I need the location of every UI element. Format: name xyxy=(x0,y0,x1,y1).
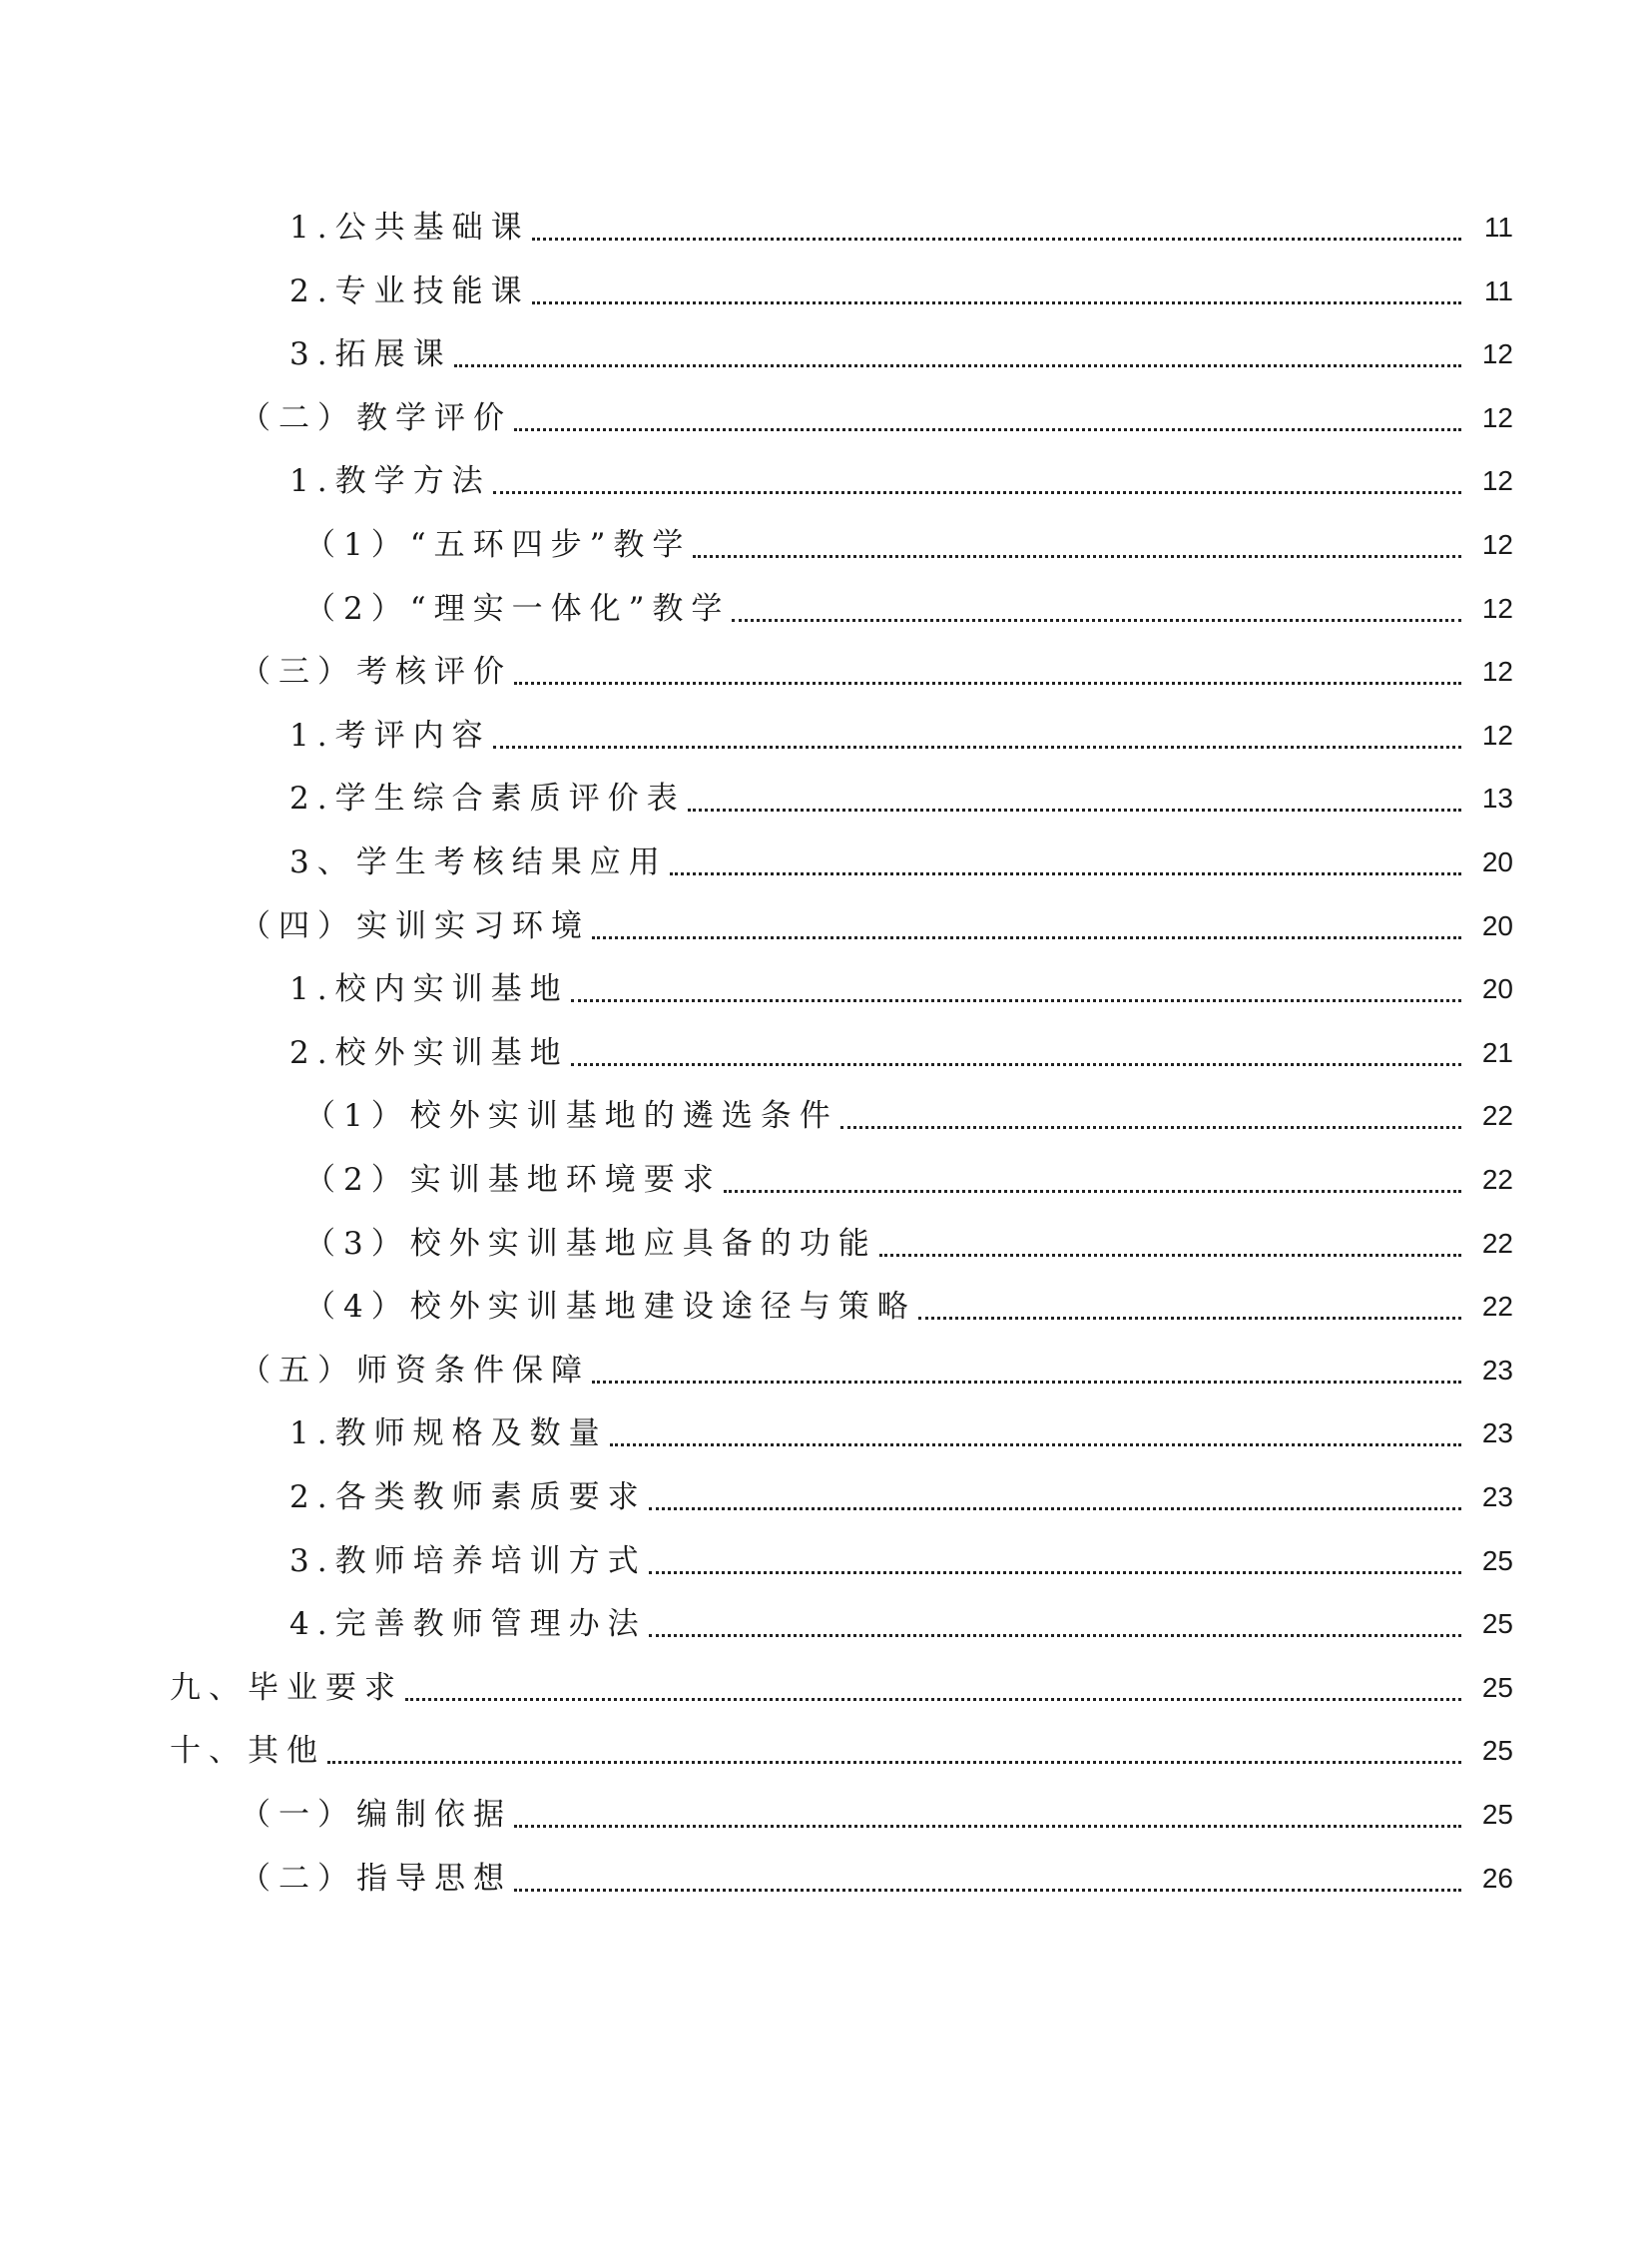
toc-entry-page-number: 25 xyxy=(1481,1544,1513,1576)
toc-entry[interactable] xyxy=(289,967,1513,1011)
toc-dot-leader xyxy=(514,428,1461,431)
toc-entry[interactable] xyxy=(289,1411,1513,1455)
toc-dot-leader xyxy=(571,1063,1461,1066)
toc-entry-page-number: 25 xyxy=(1481,1671,1513,1703)
toc-dot-leader xyxy=(840,1126,1461,1129)
toc-dot-leader xyxy=(649,1507,1461,1510)
toc-entry[interactable] xyxy=(289,332,1513,376)
toc-entry[interactable] xyxy=(240,396,1513,440)
toc-entry-page-number: 20 xyxy=(1481,909,1513,941)
toc-entry-label: （2）“理实一体化”教学 xyxy=(304,590,731,627)
toc-dot-leader xyxy=(514,682,1461,685)
toc-dot-leader xyxy=(649,1634,1461,1637)
toc-dot-leader xyxy=(454,364,1461,367)
toc-dot-leader xyxy=(918,1317,1461,1320)
toc-dot-leader xyxy=(532,301,1461,304)
toc-entry[interactable] xyxy=(304,1285,1513,1329)
toc-entry-label: 3、学生考核结果应用 xyxy=(289,844,668,880)
toc-dot-leader xyxy=(592,936,1461,939)
toc-entry[interactable] xyxy=(289,1602,1513,1646)
toc-entry-label: 2.学生综合素质评价表 xyxy=(289,781,686,818)
toc-entry-page-number: 20 xyxy=(1481,973,1513,1005)
toc-dot-leader xyxy=(405,1698,1461,1701)
toc-entry[interactable] xyxy=(289,714,1513,758)
toc-entry[interactable] xyxy=(170,1729,1513,1773)
toc-entry[interactable] xyxy=(240,650,1513,694)
toc-entry-page-number: 25 xyxy=(1481,1608,1513,1640)
toc-entry[interactable] xyxy=(289,459,1513,503)
toc-entry-page-number: 12 xyxy=(1481,592,1513,624)
toc-entry-label: （四）实训实习环境 xyxy=(240,907,590,944)
toc-entry-label: 九、毕业要求 xyxy=(170,1669,403,1706)
toc-entry-page-number: 12 xyxy=(1481,465,1513,497)
toc-dot-leader xyxy=(649,1571,1461,1574)
toc-entry-label: （1）“五环四步”教学 xyxy=(304,527,692,563)
toc-entry-label: （3）校外实训基地应具备的功能 xyxy=(304,1225,877,1262)
toc-entry[interactable] xyxy=(304,1222,1513,1266)
toc-dot-leader xyxy=(610,1443,1461,1446)
toc-entry-label: 2.各类教师素质要求 xyxy=(289,1479,647,1515)
toc-entry[interactable] xyxy=(240,1857,1513,1901)
toc-entry-label: 2.专业技能课 xyxy=(289,273,530,309)
toc-dot-leader xyxy=(571,999,1461,1002)
toc-dot-leader xyxy=(879,1254,1461,1257)
toc-dot-leader xyxy=(724,1190,1461,1193)
toc-entry-page-number: 25 xyxy=(1481,1735,1513,1767)
toc-entry-label: 3.拓展课 xyxy=(289,336,452,373)
toc-dot-leader xyxy=(493,491,1461,494)
toc-entry-page-number: 12 xyxy=(1481,656,1513,688)
toc-entry-label: （二）指导思想 xyxy=(240,1860,512,1897)
toc-dot-leader xyxy=(732,619,1461,622)
toc-entry[interactable] xyxy=(289,840,1513,884)
toc-entry-label: 3.教师培养培训方式 xyxy=(289,1542,647,1579)
toc-entry-label: （五）师资条件保障 xyxy=(240,1352,590,1389)
toc-entry-page-number: 11 xyxy=(1483,275,1513,306)
toc-dot-leader xyxy=(514,1825,1461,1828)
toc-entry-label: （4）校外实训基地建设途径与策略 xyxy=(304,1289,916,1326)
toc-entry-label: 1.公共基础课 xyxy=(289,210,530,246)
toc-entry[interactable] xyxy=(240,1793,1513,1837)
toc-entry-label: 2.校外实训基地 xyxy=(289,1034,569,1071)
toc-entry-label: 1.校内实训基地 xyxy=(289,971,569,1008)
toc-entry-page-number: 23 xyxy=(1481,1417,1513,1449)
toc-entry-page-number: 22 xyxy=(1481,1164,1513,1195)
toc-entry-page-number: 23 xyxy=(1481,1354,1513,1386)
toc-entry-page-number: 13 xyxy=(1481,783,1513,815)
toc-dot-leader xyxy=(693,555,1461,558)
toc-entry-label: 十、其他 xyxy=(170,1733,325,1770)
toc-entry[interactable] xyxy=(304,523,1513,567)
toc-entry-label: 1.教师规格及数量 xyxy=(289,1415,608,1452)
toc-entry-page-number: 26 xyxy=(1481,1862,1513,1894)
toc-entry-page-number: 23 xyxy=(1481,1481,1513,1512)
toc-entry[interactable] xyxy=(170,1666,1513,1710)
toc-entry-label: （二）教学评价 xyxy=(240,399,512,436)
toc-entry-page-number: 12 xyxy=(1481,401,1513,433)
toc-entry-page-number: 22 xyxy=(1481,1100,1513,1132)
toc-dot-leader xyxy=(688,809,1461,812)
toc-entry-label: （三）考核评价 xyxy=(240,654,512,691)
toc-entry[interactable] xyxy=(304,587,1513,631)
toc-dot-leader xyxy=(514,1889,1461,1892)
toc-entry-label: 4.完善教师管理办法 xyxy=(289,1606,647,1643)
toc-entry[interactable] xyxy=(289,777,1513,821)
toc-dot-leader xyxy=(493,746,1461,749)
toc-entry[interactable] xyxy=(304,1094,1513,1138)
toc-entry[interactable] xyxy=(240,1349,1513,1393)
toc-entry-page-number: 12 xyxy=(1481,529,1513,560)
toc-entry-label: 1.教学方法 xyxy=(289,463,491,500)
toc-entry-label: （2）实训基地环境要求 xyxy=(304,1162,722,1198)
toc-entry-page-number: 11 xyxy=(1483,212,1513,243)
toc-entry[interactable] xyxy=(289,206,1513,250)
toc-entry[interactable] xyxy=(289,1031,1513,1075)
toc-entry-label: （1）校外实训基地的遴选条件 xyxy=(304,1098,838,1135)
toc-entry[interactable] xyxy=(289,1475,1513,1519)
toc-entry-page-number: 22 xyxy=(1481,1291,1513,1323)
toc-entry-page-number: 12 xyxy=(1481,338,1513,370)
toc-dot-leader xyxy=(592,1381,1461,1384)
toc-entry-label: （一）编制依据 xyxy=(240,1797,512,1833)
toc-entry-page-number: 22 xyxy=(1481,1227,1513,1259)
toc-entry[interactable] xyxy=(289,270,1513,313)
toc-entry[interactable] xyxy=(240,904,1513,948)
toc-entry-page-number: 21 xyxy=(1481,1036,1513,1068)
toc-entry[interactable] xyxy=(304,1158,1513,1202)
toc-entry-page-number: 12 xyxy=(1481,719,1513,751)
toc-dot-leader xyxy=(532,238,1461,241)
toc-entry-label: 1.考评内容 xyxy=(289,717,491,754)
toc-entry-page-number: 20 xyxy=(1481,846,1513,877)
toc-entry[interactable] xyxy=(289,1539,1513,1583)
toc-entry-page-number: 25 xyxy=(1481,1799,1513,1830)
toc-dot-leader xyxy=(327,1761,1461,1764)
toc-dot-leader xyxy=(670,872,1461,875)
